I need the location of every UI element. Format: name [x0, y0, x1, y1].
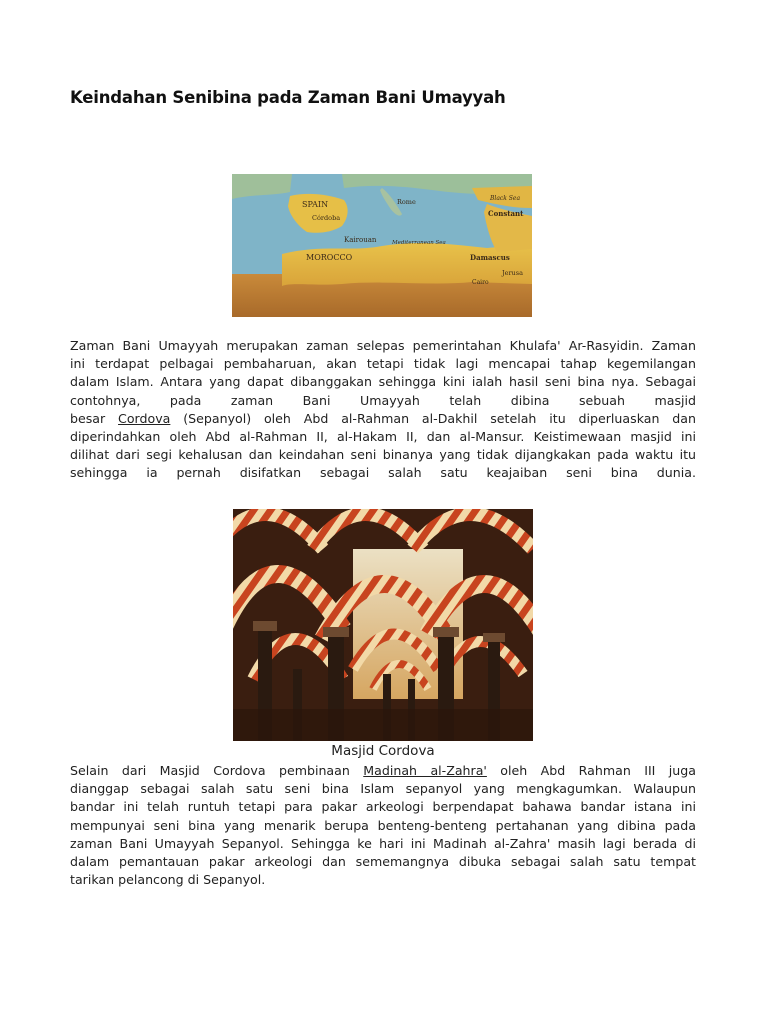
paragraph-1: [70, 337, 696, 483]
map-label-cordoba: Córdoba: [312, 214, 341, 222]
line-text: Selain dari Masjid Cordova pembinaan: [70, 763, 364, 778]
mosque-image: [233, 509, 533, 741]
map-label-kairouan: Kairouan: [344, 236, 377, 244]
map-image: [232, 174, 532, 317]
paragraph-2-line: mempunyai seni bina yang menarik berupa benteng-benteng pertahanan yang dibina pada: [70, 817, 696, 833]
paragraph-1-line: dalam Islam. Antara yang dapat dibanggakan sehingga kini ialah hasil seni bina nya. Sebagai: [70, 374, 696, 390]
paragraph-2-line: dianggap sebagai salah satu seni bina Islam sepanyol yang mengkagumkan. Walaupun: [70, 781, 696, 797]
line-text: oleh Abd Rahman III juga: [486, 763, 696, 778]
madinah-al-zahra-link[interactable]: Madinah al-Zahra': [363, 763, 487, 778]
cordova-link[interactable]: Cordova: [118, 410, 171, 426]
paragraph-1-line: [70, 410, 696, 428]
paragraph-2-line: tarikan pelancong di Sepanyol.: [70, 872, 266, 888]
paragraph-1-line: Zaman Bani Umayyah merupakan zaman selepas pemerintahan Khulafa' Ar-Rasyidin. Zaman: [70, 338, 696, 353]
line-text: (Sepanyol) oleh Abd al-Rahman al-Dakhil setelah itu diperluaskan dan: [170, 410, 696, 426]
map-label-spain: SPAIN: [302, 200, 329, 209]
map-label-damascus: Damascus: [470, 253, 510, 262]
paragraph-2-line: zaman Bani Umayyah Sepanyol. Sehingga ke hari ini Madinah al-Zahra' masih lagi berada di: [70, 835, 696, 851]
map-label-mediterranean: Mediterranean Sea: [392, 240, 446, 246]
map-label-jerusalem: Jerusa: [502, 269, 523, 277]
map-label-rome: Rome: [397, 198, 416, 206]
paragraph-1-line: dilihat dari segi kehalusan dan keindahan seni binanya yang tidak dijangkakan pada waktu itu: [70, 447, 696, 463]
map-label-constantinople: Constant: [488, 209, 524, 218]
map-label-black-sea: Black Sea: [490, 195, 521, 202]
paragraph-1-line: sehingga ia pernah disifatkan sebagai salah satu keajaiban seni bina dunia.: [70, 465, 696, 481]
map-label-morocco: MOROCCO: [306, 253, 353, 262]
page-title: Keindahan Senibina pada Zaman Bani Umayyah: [70, 88, 506, 107]
paragraph-1-line: ini terdapat pelbagai pembaharuan, akan tetapi tidak lagi mencapai tahap kegemilangan: [70, 356, 696, 372]
paragraph-2: [70, 762, 696, 889]
paragraph-1-line: diperindahkan oleh Abd al-Rahman II, al-Hakam II, dan al-Mansur. Keistimewaan masjid ini: [70, 429, 696, 445]
paragraph-2-line: [70, 762, 696, 780]
paragraph-1-line: contohnya, pada zaman Bani Umayyah telah dibina sebuah masjid: [70, 392, 696, 408]
line-text: besar: [70, 410, 119, 426]
paragraph-2-line: dalam pemantauan pakar arkeologi dan sememangnya dibuka sebagai salah satu tempat: [70, 854, 696, 870]
paragraph-2-line: bandar ini telah runtuh tetapi para pakar arkeologi berpendapat bahawa bandar istana ini: [70, 799, 696, 815]
image-caption: Masjid Cordova: [331, 743, 435, 759]
map-label-cairo: Cairo: [472, 279, 489, 286]
